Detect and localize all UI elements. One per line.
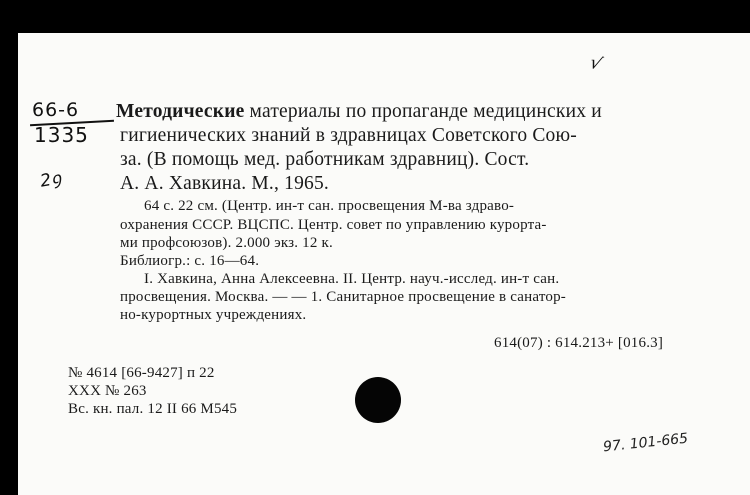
punch-hole <box>355 377 401 423</box>
card-line-2: гигиенических знаний в здравницах Советского Сою- <box>120 125 577 146</box>
handwritten-check-mark: √ <box>586 51 605 76</box>
call-number-top: 66-6 <box>32 99 80 121</box>
footer-line-3: Вс. кн. пал. 12 II 66 М545 <box>68 401 238 417</box>
card-line-11: но-курортных учреждениях. <box>120 307 307 323</box>
card-line-10: просвещения. Москва. — — 1. Санитарное просвещение в санатор- <box>120 289 566 305</box>
footer-line-2: ХХХ № 263 <box>68 383 147 399</box>
card-line-1 <box>116 101 602 123</box>
card-line-7: ми профсоюзов). 2.000 экз. 12 к. <box>120 235 333 251</box>
card-line-3: за. (В помощь мед. работникам здравниц). Сост. <box>120 149 530 170</box>
card-line-6: охранения СССР. ВЦСПС. Центр. совет по управлению курорта- <box>120 217 547 233</box>
handwritten-side-mark: 2ꝯ <box>38 168 63 192</box>
catalog-card <box>18 33 750 495</box>
footer-line-1: № 4614 [66-9427] п 22 <box>68 365 215 381</box>
classification-code: 614(07) : 614.213+ [016.3] <box>494 335 664 351</box>
inventory-stamp: 97. 101-665 <box>602 430 689 456</box>
card-line-4: А. А. Хавкина. М., 1965. <box>120 173 329 194</box>
call-number-bottom: 1335 <box>34 123 89 147</box>
card-line-5: 64 с. 22 см. (Центр. ин-т сан. просвещения М-ва здраво- <box>144 198 515 214</box>
card-line-8: Библиогр.: с. 16—64. <box>120 253 260 269</box>
title-lead-word: Методические <box>116 101 245 122</box>
card-line-9: I. Хавкина, Анна Алексеевна. II. Центр. науч.-исслед. ин-т сан. <box>144 271 560 287</box>
card-line-1-text: материалы по пропаганде медицинских и <box>244 101 602 122</box>
